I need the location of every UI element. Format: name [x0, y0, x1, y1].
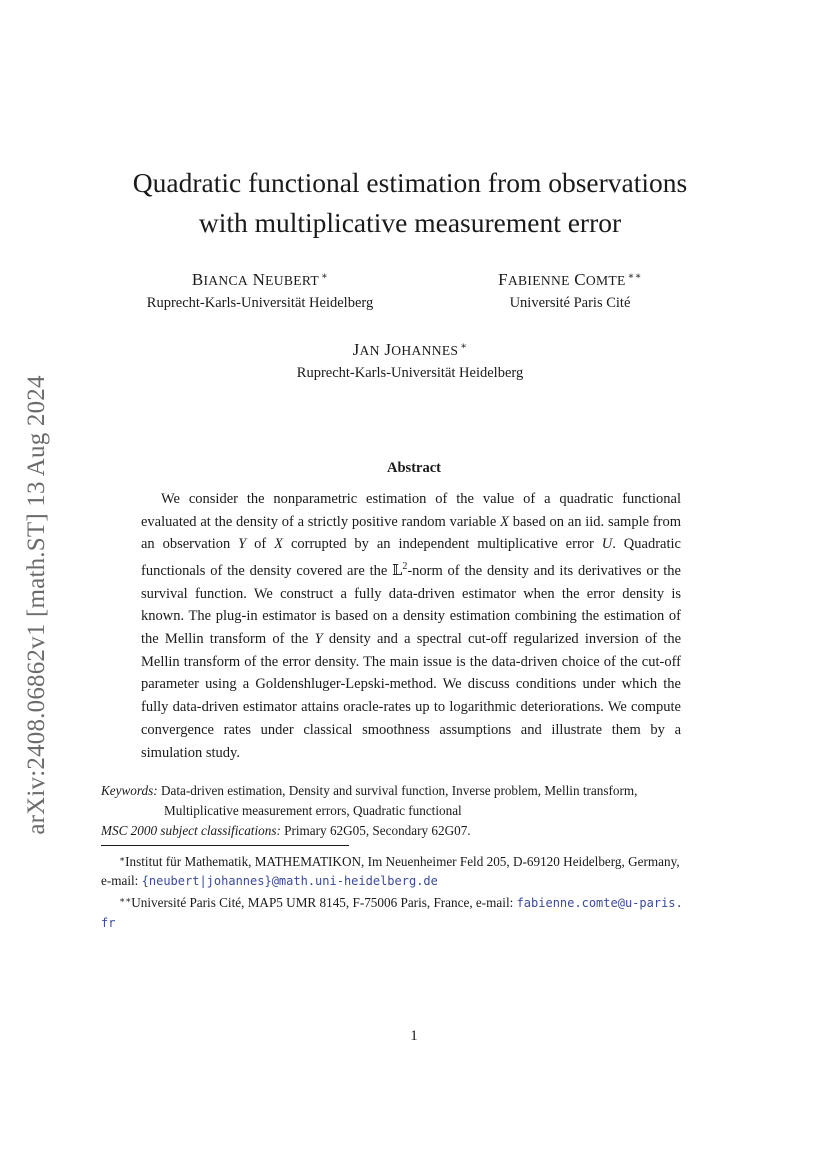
msc-value: Primary 62G05, Secondary 62G07.	[284, 823, 471, 838]
author-affiliation: Université Paris Cité	[509, 295, 631, 311]
author-affiliation: Ruprecht-Karls-Universität Heidelberg	[146, 295, 374, 311]
footnote-2: ∗∗Université Paris Cité, MAP5 UMR 8145, F-75006 Paris, France, e-mail: fabienne.comte@u-paris.	[119, 895, 683, 910]
keywords-line-2: Multiplicative measurement errors, Quadratic functional	[164, 803, 462, 818]
footnotes	[101, 850, 721, 933]
footnote-2-continued	[101, 913, 721, 933]
arxiv-id: arXiv:2408.06862v1 [math.ST] 13 Aug 2024	[23, 375, 50, 835]
keywords-block	[101, 781, 741, 841]
author-block-johannes	[270, 340, 550, 382]
abstract-heading: Abstract	[387, 460, 441, 476]
author-name: FABIENNE COMTE ∗∗	[498, 270, 642, 289]
footnote-1-email-line: e-mail: {neubert|johannes}@math.uni-heidelberg.de	[101, 873, 438, 888]
footnote-mark: ∗	[460, 341, 468, 352]
author-name: BIANCA NEUBERT ∗	[191, 270, 329, 289]
author-block-comte	[440, 270, 700, 312]
arxiv-sidebar-stamp	[23, 345, 51, 865]
footnote-mark: ∗	[321, 271, 329, 282]
email-link-comte[interactable]: fabienne.comte@u-paris.	[516, 896, 683, 910]
email-link-comte-tail[interactable]: fr	[101, 916, 116, 930]
author-affiliation: Ruprecht-Karls-Universität Heidelberg	[296, 365, 524, 381]
title-line-1: Quadratic functional estimation from observations	[132, 167, 688, 198]
author-block-neubert	[120, 270, 400, 312]
author-name: JAN JOHANNES ∗	[352, 340, 468, 359]
footnote-1: ∗Institut für Mathematik, MATHEMATIKON, Im Neuenheimer Feld 205, D-69120 Heidelberg, Germany,	[119, 854, 680, 869]
keywords-label: Keywords:	[101, 783, 158, 798]
abstract-body: We consider the nonparametric estimation of the value of a quadratic functional evaluated at the density of a strictly positive random variable X based on an iid. sample from an observation Y of X corrupted by an independent multiplicative error U. Quadratic functionals of the density covered are the 𝕃$^2$-norm of the density and its derivatives or the survival function. We construct a fully data-driven estimator when the error density is known. The plug-in estimator is based on a density estimation combining the estimation of the Mellin transform of the Y density and a spectral cut-off regularized inversion of the Mellin transform of the error density. The main issue is the data-driven choice of the cut-off parameter using a Goldenshluger-Lepski-method. We discuss conditions under which the fully data-driven estimator attains oracle-rates up to logarithmic deteriorations. We compute convergence rates under classical smoothness assumptions and illustrate them by a simulation study.	[141, 491, 682, 761]
title-line-2: with multiplicative measurement error	[198, 207, 622, 238]
paper-title	[90, 163, 730, 243]
email-link-neubert-johannes[interactable]: {neubert|johannes}@math.uni-heidelberg.de	[141, 874, 438, 888]
page-number: 1	[410, 1028, 418, 1044]
footnote-mark: ∗∗	[627, 271, 642, 282]
footnote-rule	[101, 845, 349, 846]
keywords-line-1: Data-driven estimation, Density and survival function, Inverse problem, Mellin transform,	[160, 783, 638, 798]
msc-label: MSC 2000 subject classifications:	[101, 823, 281, 838]
